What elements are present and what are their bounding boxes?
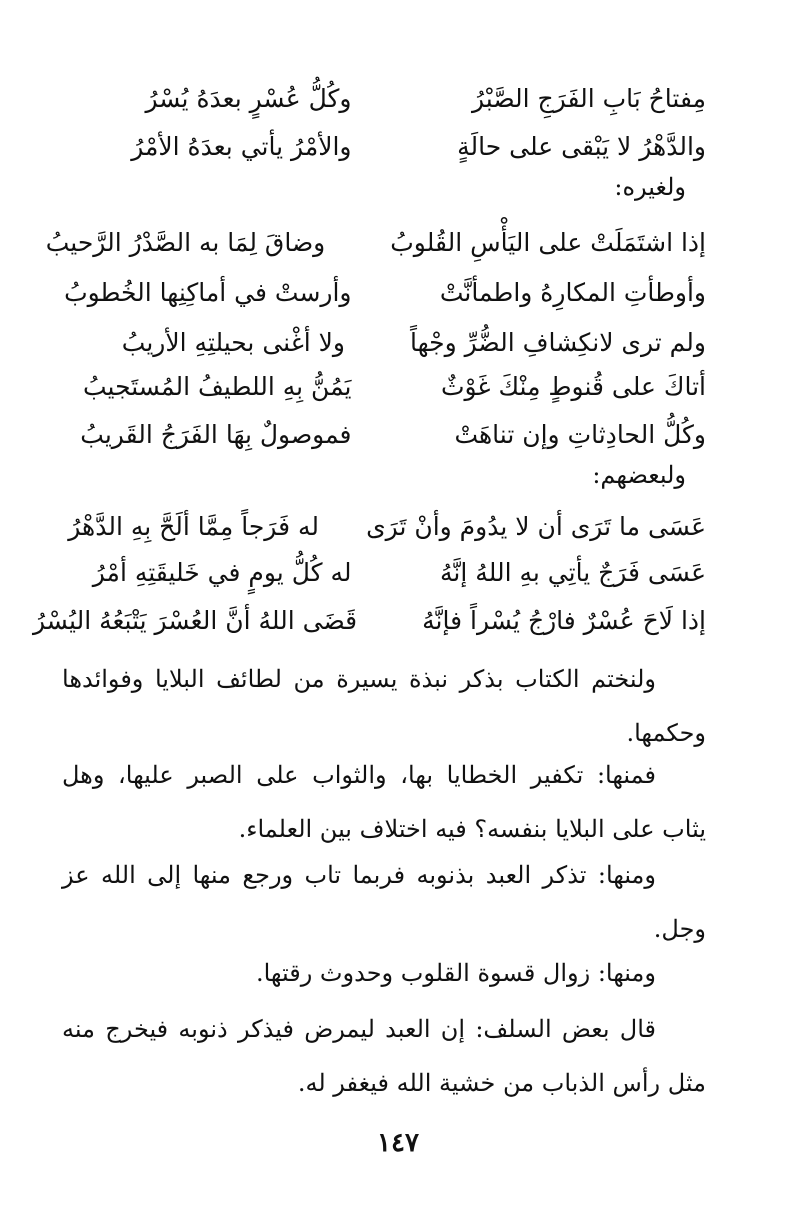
verse-line	[62, 78, 706, 118]
verse-first-hemistich: عَسَى فَرَجٌ يأتِي بهِ اللهُ إنَّهُ	[440, 557, 706, 587]
verse-second-hemistich: يَمُنُّ بِهِ اللطيفُ المُستَجيبُ	[82, 371, 352, 401]
verse-line	[62, 552, 706, 592]
verse-first-hemistich: إذا اشتَمَلَتْ على اليَأْسِ القُلوبُ	[390, 227, 706, 257]
verse-line	[62, 366, 706, 406]
attribution-label-some: ولبعضهم:	[592, 461, 686, 489]
verse-line	[45, 222, 706, 262]
body-paragraph: فمنها: تكفير الخطايا بها، والثواب على الصبر عليها، وهل يثاب على البلايا بنفسه؟ فيه اختلاف بين العلماء.	[62, 761, 706, 843]
verse-second-hemistich: والأمْرُ يأتي بعدَهُ الأمْرُ	[131, 131, 352, 161]
verse-second-hemistich: ولا أغْنى بحيلتِهِ الأريبُ	[121, 327, 345, 357]
verse-line	[32, 600, 706, 640]
verse-second-hemistich: قَضَى اللهُ أنَّ العُسْرَ يَتْبَعُهُ اليُسْرُ	[32, 605, 358, 635]
verse-first-hemistich: إذا لَاحَ عُسْرٌ فارْجُ يُسْراً فإنَّهُ	[422, 605, 706, 635]
verse-first-hemistich: عَسَى ما تَرَى أن لا يدُومَ وأنْ تَرَى	[366, 511, 706, 541]
body-paragraph: ومنها: تذكر العبد بذنوبه فربما تاب ورجع منها إلى الله عز وجل.	[62, 861, 706, 943]
attribution-label-others: ولغيره:	[614, 173, 686, 201]
verse-second-hemistich: له كُلُّ يومٍ في خَليقَتِهِ أمْرُ	[92, 557, 352, 587]
verse-second-hemistich: فموصولٌ بِهَا الفَرَجُ القَريبُ	[80, 419, 352, 449]
verse-line	[62, 506, 706, 546]
verse-second-hemistich: وكُلُّ عُسْرٍ بعدَهُ يُسْرُ	[145, 83, 352, 113]
body-paragraph: ومنها: زوال قسوة القلوب وحدوث رقتها.	[255, 959, 656, 987]
verse-first-hemistich: وكُلُّ الحادِثاتِ وإن تناهَتْ	[454, 419, 706, 449]
body-paragraph: قال بعض السلف: إن العبد ليمرض فيذكر ذنوبه فيخرج منه مثل رأس الذباب من خشية الله فيغفر له.	[62, 1015, 706, 1097]
body-paragraph: ولنختم الكتاب بذكر نبذة يسيرة من لطائف البلايا وفوائدها وحكمها.	[62, 665, 706, 747]
verse-first-hemistich: والدَّهْرُ لا يَبْقى على حالَةٍ	[457, 131, 706, 161]
verse-line	[62, 414, 706, 454]
verse-second-hemistich: له فَرَجاً مِمَّا ألَحَّ بِهِ الدَّهْرُ	[68, 511, 319, 541]
verse-first-hemistich: ولم ترى لانكِشافِ الضُّرِّ وجْهاً	[410, 327, 706, 357]
verse-first-hemistich: مِفتاحُ بَابِ الفَرَجِ الصَّبْرُ	[471, 83, 706, 113]
verse-first-hemistich: أتاكَ على قُنوطٍ مِنْكَ غَوْثٌ	[440, 371, 706, 401]
verse-line	[62, 322, 706, 362]
verse-first-hemistich: وأوطأتِ المكارِهُ واطمأنَّتْ	[439, 277, 706, 307]
verse-second-hemistich: وأرستْ في أماكِنِها الخُطوبُ	[64, 277, 352, 307]
verse-line	[62, 272, 706, 312]
verse-line	[62, 126, 706, 166]
verse-second-hemistich: وضاقَ لِمَا به الصَّدْرُ الرَّحيبُ	[45, 227, 326, 257]
page-number: ١٤٧	[377, 1128, 419, 1158]
